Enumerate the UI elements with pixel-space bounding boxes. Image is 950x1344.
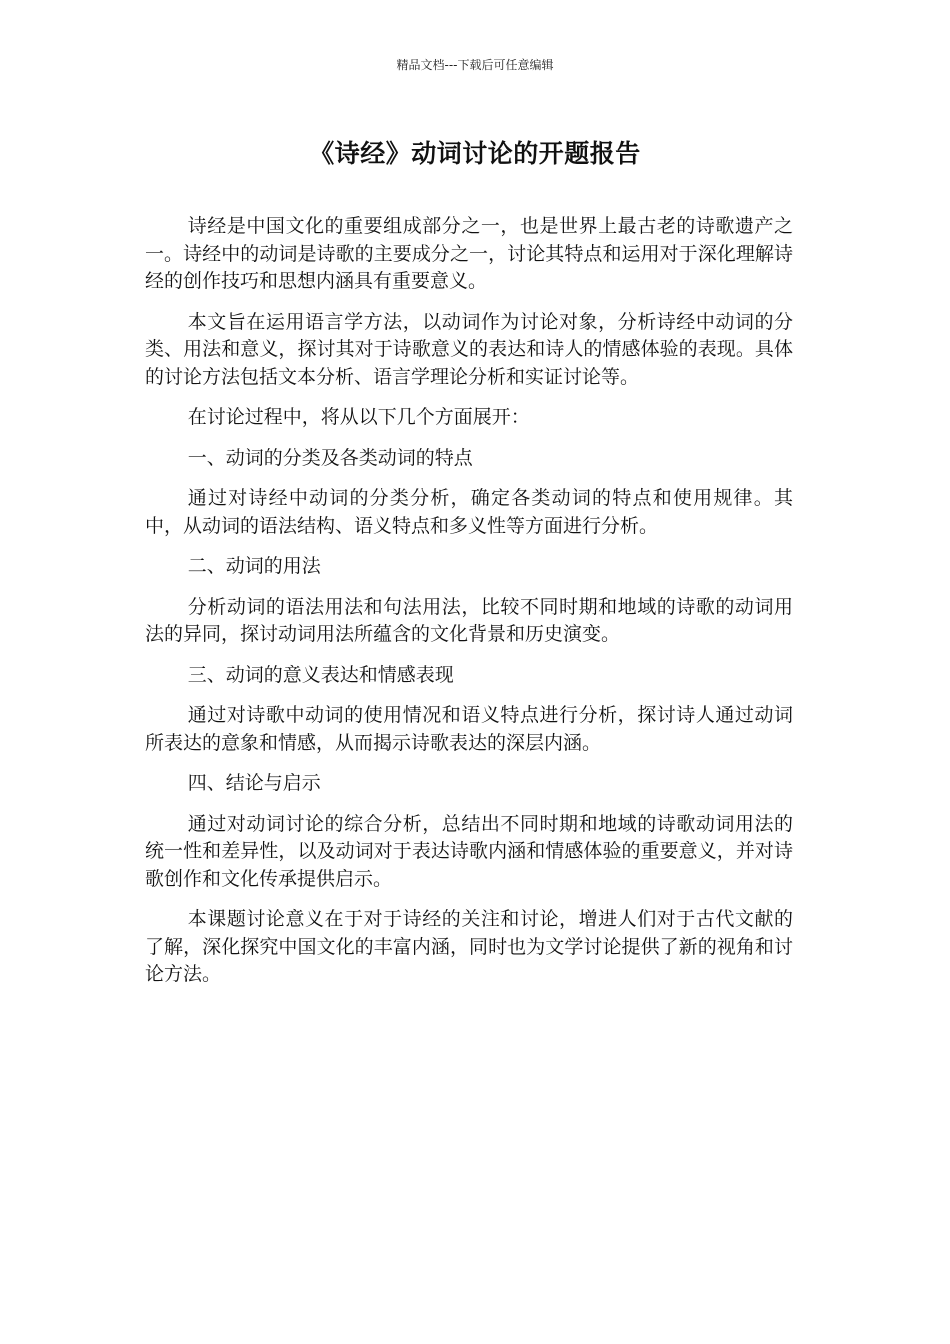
paragraph-section-3: 通过对诗歌中动词的使用情况和语义特点进行分析，探讨诗人通过动词所表达的意象和情感，从而揭示诗歌表达的深层内涵。 xyxy=(145,704,793,754)
section-heading-1: 一、动词的分类及各类动词的特点 xyxy=(187,446,473,469)
page-header: 精品文档---下载后可任意编辑 xyxy=(396,58,554,72)
paragraph-outline: 在讨论过程中，将从以下几个方面展开： xyxy=(187,406,530,428)
section-heading-2: 二、动词的用法 xyxy=(187,555,321,577)
paragraph-section-4: 通过对动词讨论的综合分析，总结出不同时期和地域的诗歌动词用法的统一性和差异性，以及动词对于表达诗歌内涵和情感体验的重要意义，并对诗歌创作和文化传承提供启示。 xyxy=(145,812,793,890)
paragraph-section-2: 分析动词的语法用法和句法用法，比较不同时期和地域的诗歌的动词用法的异同，探讨动词用法所蕴含的文化背景和历史演变。 xyxy=(145,595,793,645)
section-heading-4: 四、结论与启示 xyxy=(187,772,321,794)
section-heading-3: 三、动词的意义表达和情感表现 xyxy=(187,663,454,686)
paragraph-section-1: 通过对诗经中动词的分类分析，确定各类动词的特点和使用规律。其中，从动词的语法结构、语义特点和多义性等方面进行分析。 xyxy=(145,487,793,537)
paragraph-significance: 本课题讨论意义在于对于诗经的关注和讨论，增进人们对于古代文献的了解，深化探究中国文化的丰富内涵，同时也为文学讨论提供了新的视角和讨论方法。 xyxy=(145,908,793,985)
paragraph-intro: 诗经是中国文化的重要组成部分之一，也是世界上最古老的诗歌遗产之一。诗经中的动词是诗歌的主要成分之一，讨论其特点和运用对于深化理解诗经的创作技巧和思想内涵具有重要意义。 xyxy=(145,215,793,292)
paragraph-purpose: 本文旨在运用语言学方法，以动词作为讨论对象，分析诗经中动词的分类、用法和意义，探讨其对于诗歌意义的表达和诗人的情感体验的表现。具体的讨论方法包括文本分析、语言学理论分析和实证讨论等。 xyxy=(145,310,793,388)
document-title: 《诗经》动词讨论的开题报告 xyxy=(309,139,641,168)
document-body xyxy=(145,213,793,1002)
